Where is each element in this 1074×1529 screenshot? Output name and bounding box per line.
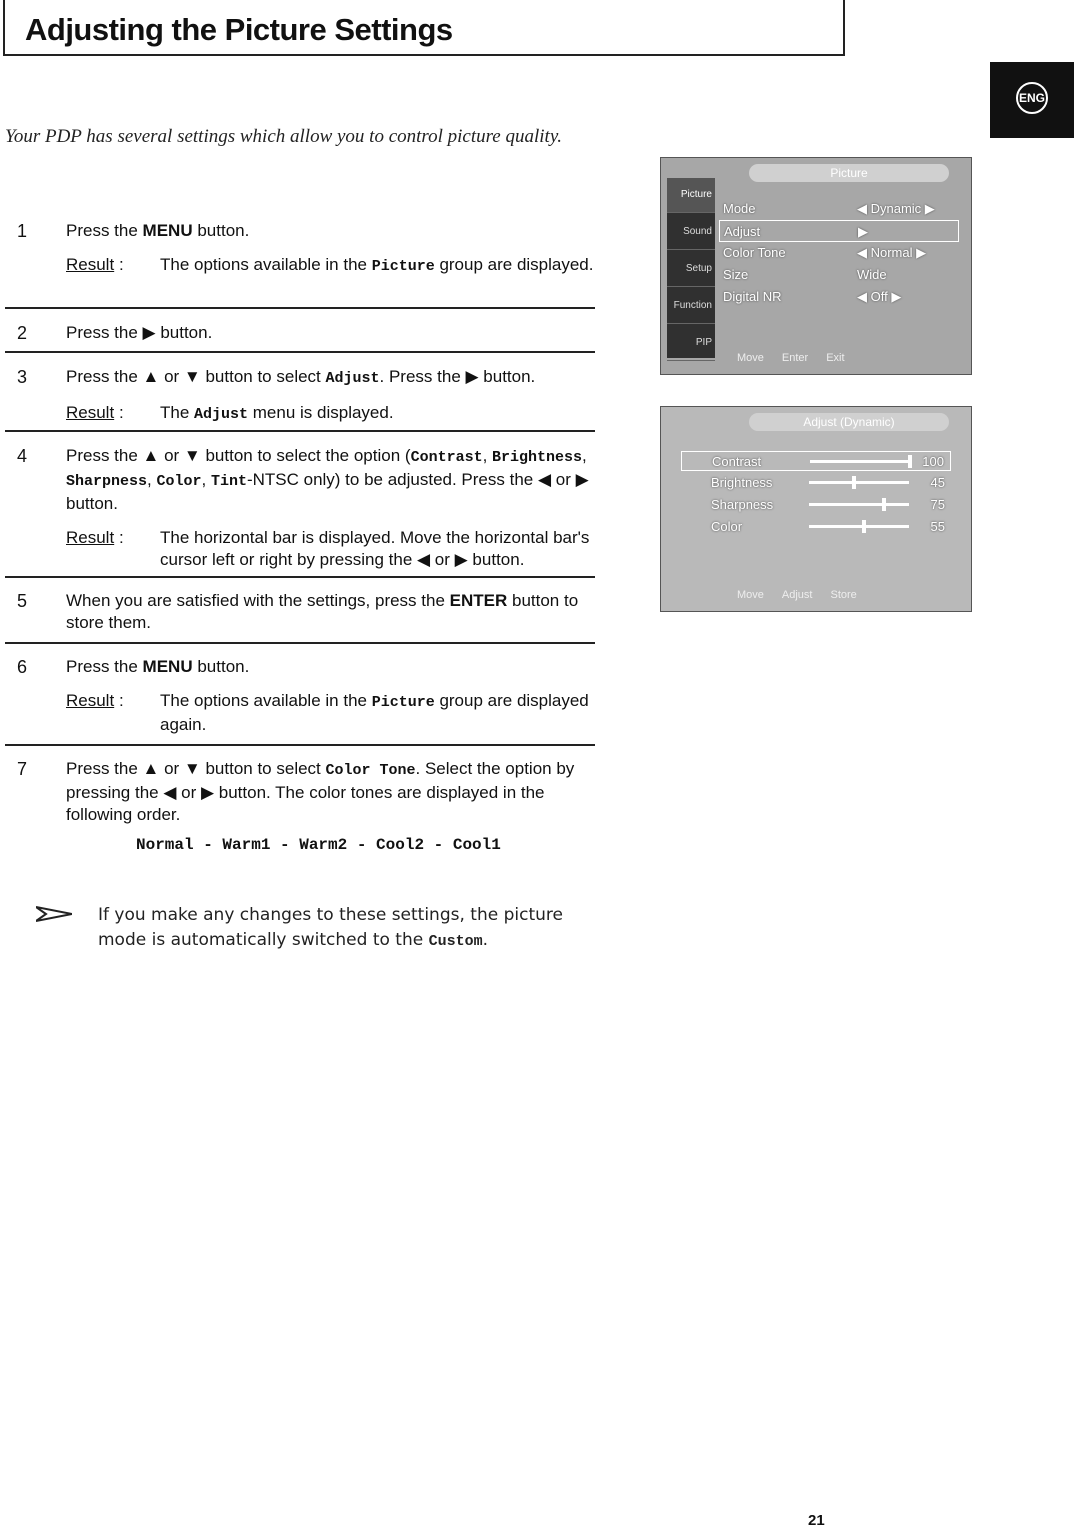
step-result: Result : The options available in the Picture group are displayed again. <box>66 691 589 734</box>
hint-adjust: Adjust <box>781 589 813 601</box>
step-result: Result : The Adjust menu is displayed. <box>66 403 394 423</box>
page-number: 21 <box>808 1512 825 1529</box>
level-bar <box>810 460 910 463</box>
step-number: 5 <box>17 591 28 611</box>
level-knob[interactable] <box>852 476 856 489</box>
level-bar <box>809 503 909 506</box>
step-1 <box>5 220 595 278</box>
step-6 <box>5 656 595 736</box>
step-result: Result : The horizontal bar is displayed. Move the horizontal bar's cursor left or right by pressing the ◀ or ▶ button. <box>66 528 590 569</box>
step-2 <box>5 322 595 344</box>
result-label: Result <box>66 528 115 547</box>
menu-row-adjust[interactable]: Adjust ▶ <box>719 220 959 242</box>
note-custom: Custom <box>428 933 483 950</box>
step-number: 4 <box>17 446 28 466</box>
level-bar <box>809 481 909 484</box>
hint-enter: Enter <box>781 352 809 364</box>
level-bar <box>809 525 909 528</box>
step-text: When you are satisfied with the settings, press the ENTER button to store them. <box>66 591 579 632</box>
adjust-row-sharpness[interactable]: Sharpness 75 <box>711 497 945 512</box>
step-5 <box>5 590 595 634</box>
menu-row-color-tone[interactable]: Color Tone ◀ Normal ▶ <box>723 245 927 260</box>
divider <box>5 744 595 746</box>
screen-title: Adjust (Dynamic) <box>749 413 949 431</box>
level-knob[interactable] <box>862 520 866 533</box>
note-text: If you make any changes to these settings, the picture mode is automatically switched to the Custom. <box>98 905 563 950</box>
menu-row-size[interactable]: Size Wide <box>723 267 887 282</box>
step-number: 2 <box>17 323 28 343</box>
osd-sidebar <box>667 178 715 358</box>
divider <box>5 307 595 309</box>
step-text: Press the ▲ or ▼ button to select Adjust. Press the ▶ button. <box>66 367 536 387</box>
picture-menu-screen <box>660 157 972 375</box>
sidebar-item-function[interactable]: Function <box>667 289 715 324</box>
step-text: Press the ▶ button. <box>66 323 213 342</box>
note-arrow-icon <box>36 906 72 922</box>
osd-menu <box>719 198 959 308</box>
menu-row-digital-nr[interactable]: Digital NR ◀ Off ▶ <box>723 289 902 304</box>
step-number: 3 <box>17 367 28 387</box>
step-text: Press the ▲ or ▼ button to select Color Tone. Select the option by pressing the ◀ or ▶ button. The color tones are displayed in the following order. <box>66 759 575 824</box>
hint-move: Move <box>737 589 764 601</box>
language-badge: ENG <box>1016 82 1048 114</box>
step-4 <box>5 445 595 571</box>
divider <box>5 430 595 432</box>
step-3 <box>5 366 595 426</box>
step-number: 7 <box>17 759 28 779</box>
adjust-row-color[interactable]: Color 55 <box>711 519 945 534</box>
page-title: Adjusting the Picture Settings <box>25 12 453 47</box>
sidebar-item-pip[interactable]: PIP <box>667 326 715 361</box>
adjust-menu-screen <box>660 406 972 612</box>
level-knob[interactable] <box>908 455 912 468</box>
step-number: 1 <box>17 221 28 241</box>
title-box <box>3 0 845 56</box>
hint-move: Move <box>737 352 764 364</box>
menu-row-mode[interactable]: Mode ◀ Dynamic ▶ <box>723 201 935 216</box>
step-7 <box>5 758 595 826</box>
sidebar-item-sound[interactable]: Sound <box>667 215 715 250</box>
step-text: Press the ▲ or ▼ button to select the option (Contrast, Brightness, Sharpness, Color, Tint-NTSC only) to be adjusted. Press the ◀ or ▶ button. <box>66 446 589 513</box>
hint-exit: Exit <box>826 352 845 364</box>
result-label: Result <box>66 691 115 710</box>
sidebar-item-setup[interactable]: Setup <box>667 252 715 287</box>
divider <box>5 576 595 578</box>
level-knob[interactable] <box>882 498 886 511</box>
sidebar-item-picture[interactable]: Picture <box>667 178 715 213</box>
adjust-row-brightness[interactable]: Brightness 45 <box>711 475 945 490</box>
result-label: Result <box>66 403 115 422</box>
intro-text: Your PDP has several settings which allow you to control picture quality. <box>5 126 562 147</box>
note-body: If you make any changes to these settings, the picture mode is automatically switched to the <box>98 905 563 950</box>
osd-hint-bar <box>667 585 957 605</box>
screen-title: Picture <box>749 164 949 182</box>
language-tab <box>990 62 1074 138</box>
color-tone-order: Normal - Warm1 - Warm2 - Cool2 - Cool1 <box>136 836 501 854</box>
divider <box>5 642 595 644</box>
step-result: Result : The options available in the Picture group are displayed. <box>66 255 594 275</box>
step-text: Press the MENU button. <box>66 657 250 676</box>
hint-store: Store <box>830 589 857 601</box>
step-text: Press the MENU button. <box>66 221 250 240</box>
osd-hint-bar <box>667 348 957 368</box>
adjust-row-contrast[interactable]: Contrast 100 <box>681 451 951 471</box>
divider <box>5 351 595 353</box>
result-label: Result <box>66 255 115 274</box>
step-number: 6 <box>17 657 28 677</box>
